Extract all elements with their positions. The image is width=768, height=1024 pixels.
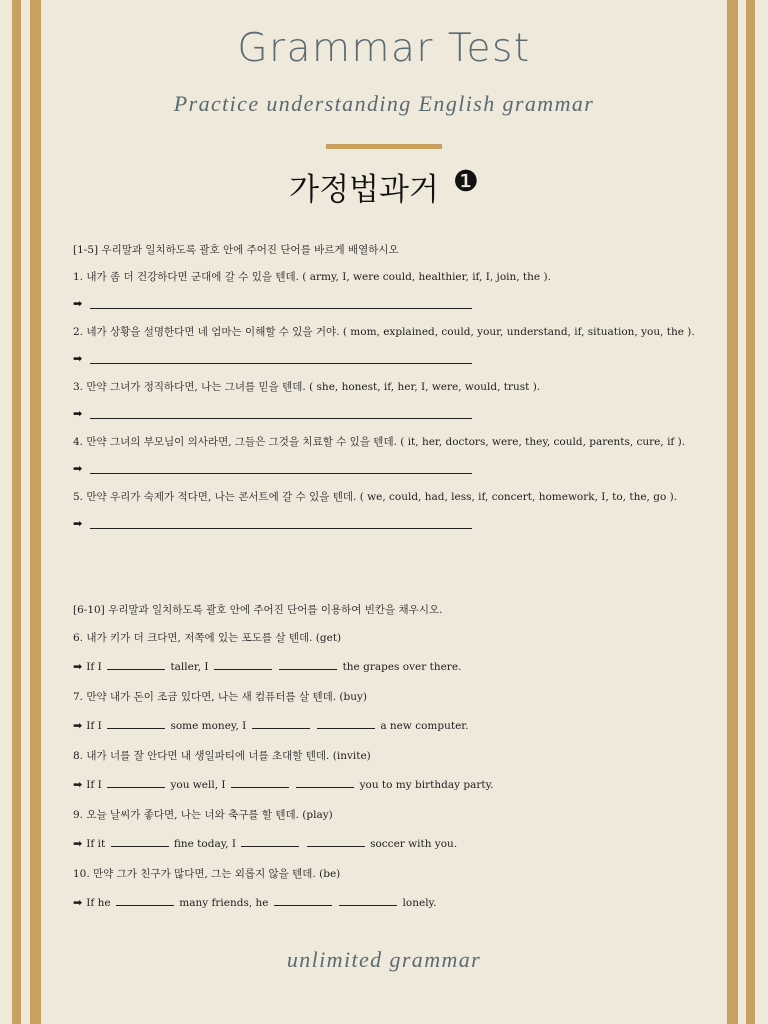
arrow-icon: ➡ xyxy=(73,778,83,791)
blank-field[interactable] xyxy=(339,895,397,906)
blank-field[interactable] xyxy=(231,777,289,788)
arrow-icon: ➡ xyxy=(73,896,83,909)
blank-field[interactable] xyxy=(107,659,165,670)
arrow-icon: ➡ xyxy=(73,407,83,420)
border-stripe-left-outer xyxy=(12,0,21,1024)
divider-rule xyxy=(326,144,442,149)
answer-line-4[interactable] xyxy=(90,473,472,474)
blank-field[interactable] xyxy=(252,718,310,729)
arrow-icon: ➡ xyxy=(73,517,83,530)
question-4: 4. 만약 그녀의 부모님이 의사라면, 그들은 그것을 치료할 수 있을 텐데. ( it, her, doctors, were, they, could, parents, cure, if ). xyxy=(73,436,686,448)
answer-line-1[interactable] xyxy=(90,308,472,309)
arrow-icon: ➡ xyxy=(73,660,83,673)
border-stripe-left-inner xyxy=(30,0,41,1024)
question-9: 9. 오늘 날씨가 좋다면, 나는 너와 축구를 할 텐데. (play) xyxy=(73,809,333,821)
question-10: 10. 만약 그가 친구가 많다면, 그는 외롭지 않을 텐데. (be) xyxy=(73,868,341,880)
blank-field[interactable] xyxy=(111,836,169,847)
heading-text: 가정법과거 xyxy=(289,172,439,208)
section-heading xyxy=(0,164,768,209)
arrow-icon: ➡ xyxy=(73,352,83,365)
arrow-icon: ➡ xyxy=(73,719,83,732)
blank-field[interactable] xyxy=(241,836,299,847)
border-stripe-right-outer xyxy=(746,0,755,1024)
answer-line-5[interactable] xyxy=(90,528,472,529)
question-1: 1. 내가 좀 더 건강하다면 군대에 갈 수 있을 텐데. ( army, I, were could, healthier, if, I, join, the ). xyxy=(73,271,551,283)
fill-in-10: ➡ If he many friends, he lonely. xyxy=(73,896,437,909)
fill-in-8: ➡ If I you well, I you to my birthday party. xyxy=(73,778,494,791)
section2-instruction: [6-10] 우리말과 일치하도록 괄호 안에 주어진 단어를 이용하여 빈칸을 채우시오. xyxy=(73,604,443,616)
blank-field[interactable] xyxy=(107,718,165,729)
footer-brand: unlimited grammar xyxy=(286,947,482,972)
arrow-icon: ➡ xyxy=(73,462,83,475)
arrow-icon: ➡ xyxy=(73,297,83,310)
blank-field[interactable] xyxy=(307,836,365,847)
page-subtitle: Practice understanding English grammar xyxy=(173,91,595,116)
fill-in-6: ➡ If I taller, I the grapes over there. xyxy=(73,660,462,673)
question-8: 8. 내가 너를 잘 안다면 내 생일파티에 너를 초대할 텐데. (invite) xyxy=(73,750,371,762)
question-5: 5. 만약 우리가 숙제가 적다면, 나는 콘서트에 갈 수 있을 텐데. ( we, could, had, less, if, concert, homework, I, to, the, go ). xyxy=(73,491,678,503)
answer-line-2[interactable] xyxy=(90,363,472,364)
question-2: 2. 네가 상황을 설명한다면 네 엄마는 이해할 수 있을 거야. ( mom, explained, could, your, understand, if, situation, you, the ). xyxy=(73,326,695,338)
blank-field[interactable] xyxy=(214,659,272,670)
fill-in-9: ➡ If it fine today, I soccer with you. xyxy=(73,837,458,850)
blank-field[interactable] xyxy=(274,895,332,906)
question-6: 6. 내가 키가 더 크다면, 저쪽에 있는 포도를 살 텐데. (get) xyxy=(73,632,342,644)
page-title: Grammar Test xyxy=(237,26,531,71)
blank-field[interactable] xyxy=(107,777,165,788)
blank-field[interactable] xyxy=(317,718,375,729)
question-7: 7. 만약 내가 돈이 조금 있다면, 나는 새 컴퓨터를 살 텐데. (buy) xyxy=(73,691,368,703)
arrow-icon: ➡ xyxy=(73,837,83,850)
blank-field[interactable] xyxy=(296,777,354,788)
fill-in-7: ➡ If I some money, I a new computer. xyxy=(73,719,469,732)
heading-number: ❶ xyxy=(452,164,479,198)
border-stripe-right-inner xyxy=(727,0,738,1024)
question-3: 3. 만약 그녀가 정직하다면, 나는 그녀를 믿을 텐데. ( she, honest, if, her, I, were, would, trust ). xyxy=(73,381,541,393)
section1-instruction: [1-5] 우리말과 일치하도록 괄호 안에 주어진 단어를 바르게 배열하시오 xyxy=(73,244,399,256)
blank-field[interactable] xyxy=(279,659,337,670)
blank-field[interactable] xyxy=(116,895,174,906)
answer-line-3[interactable] xyxy=(90,418,472,419)
